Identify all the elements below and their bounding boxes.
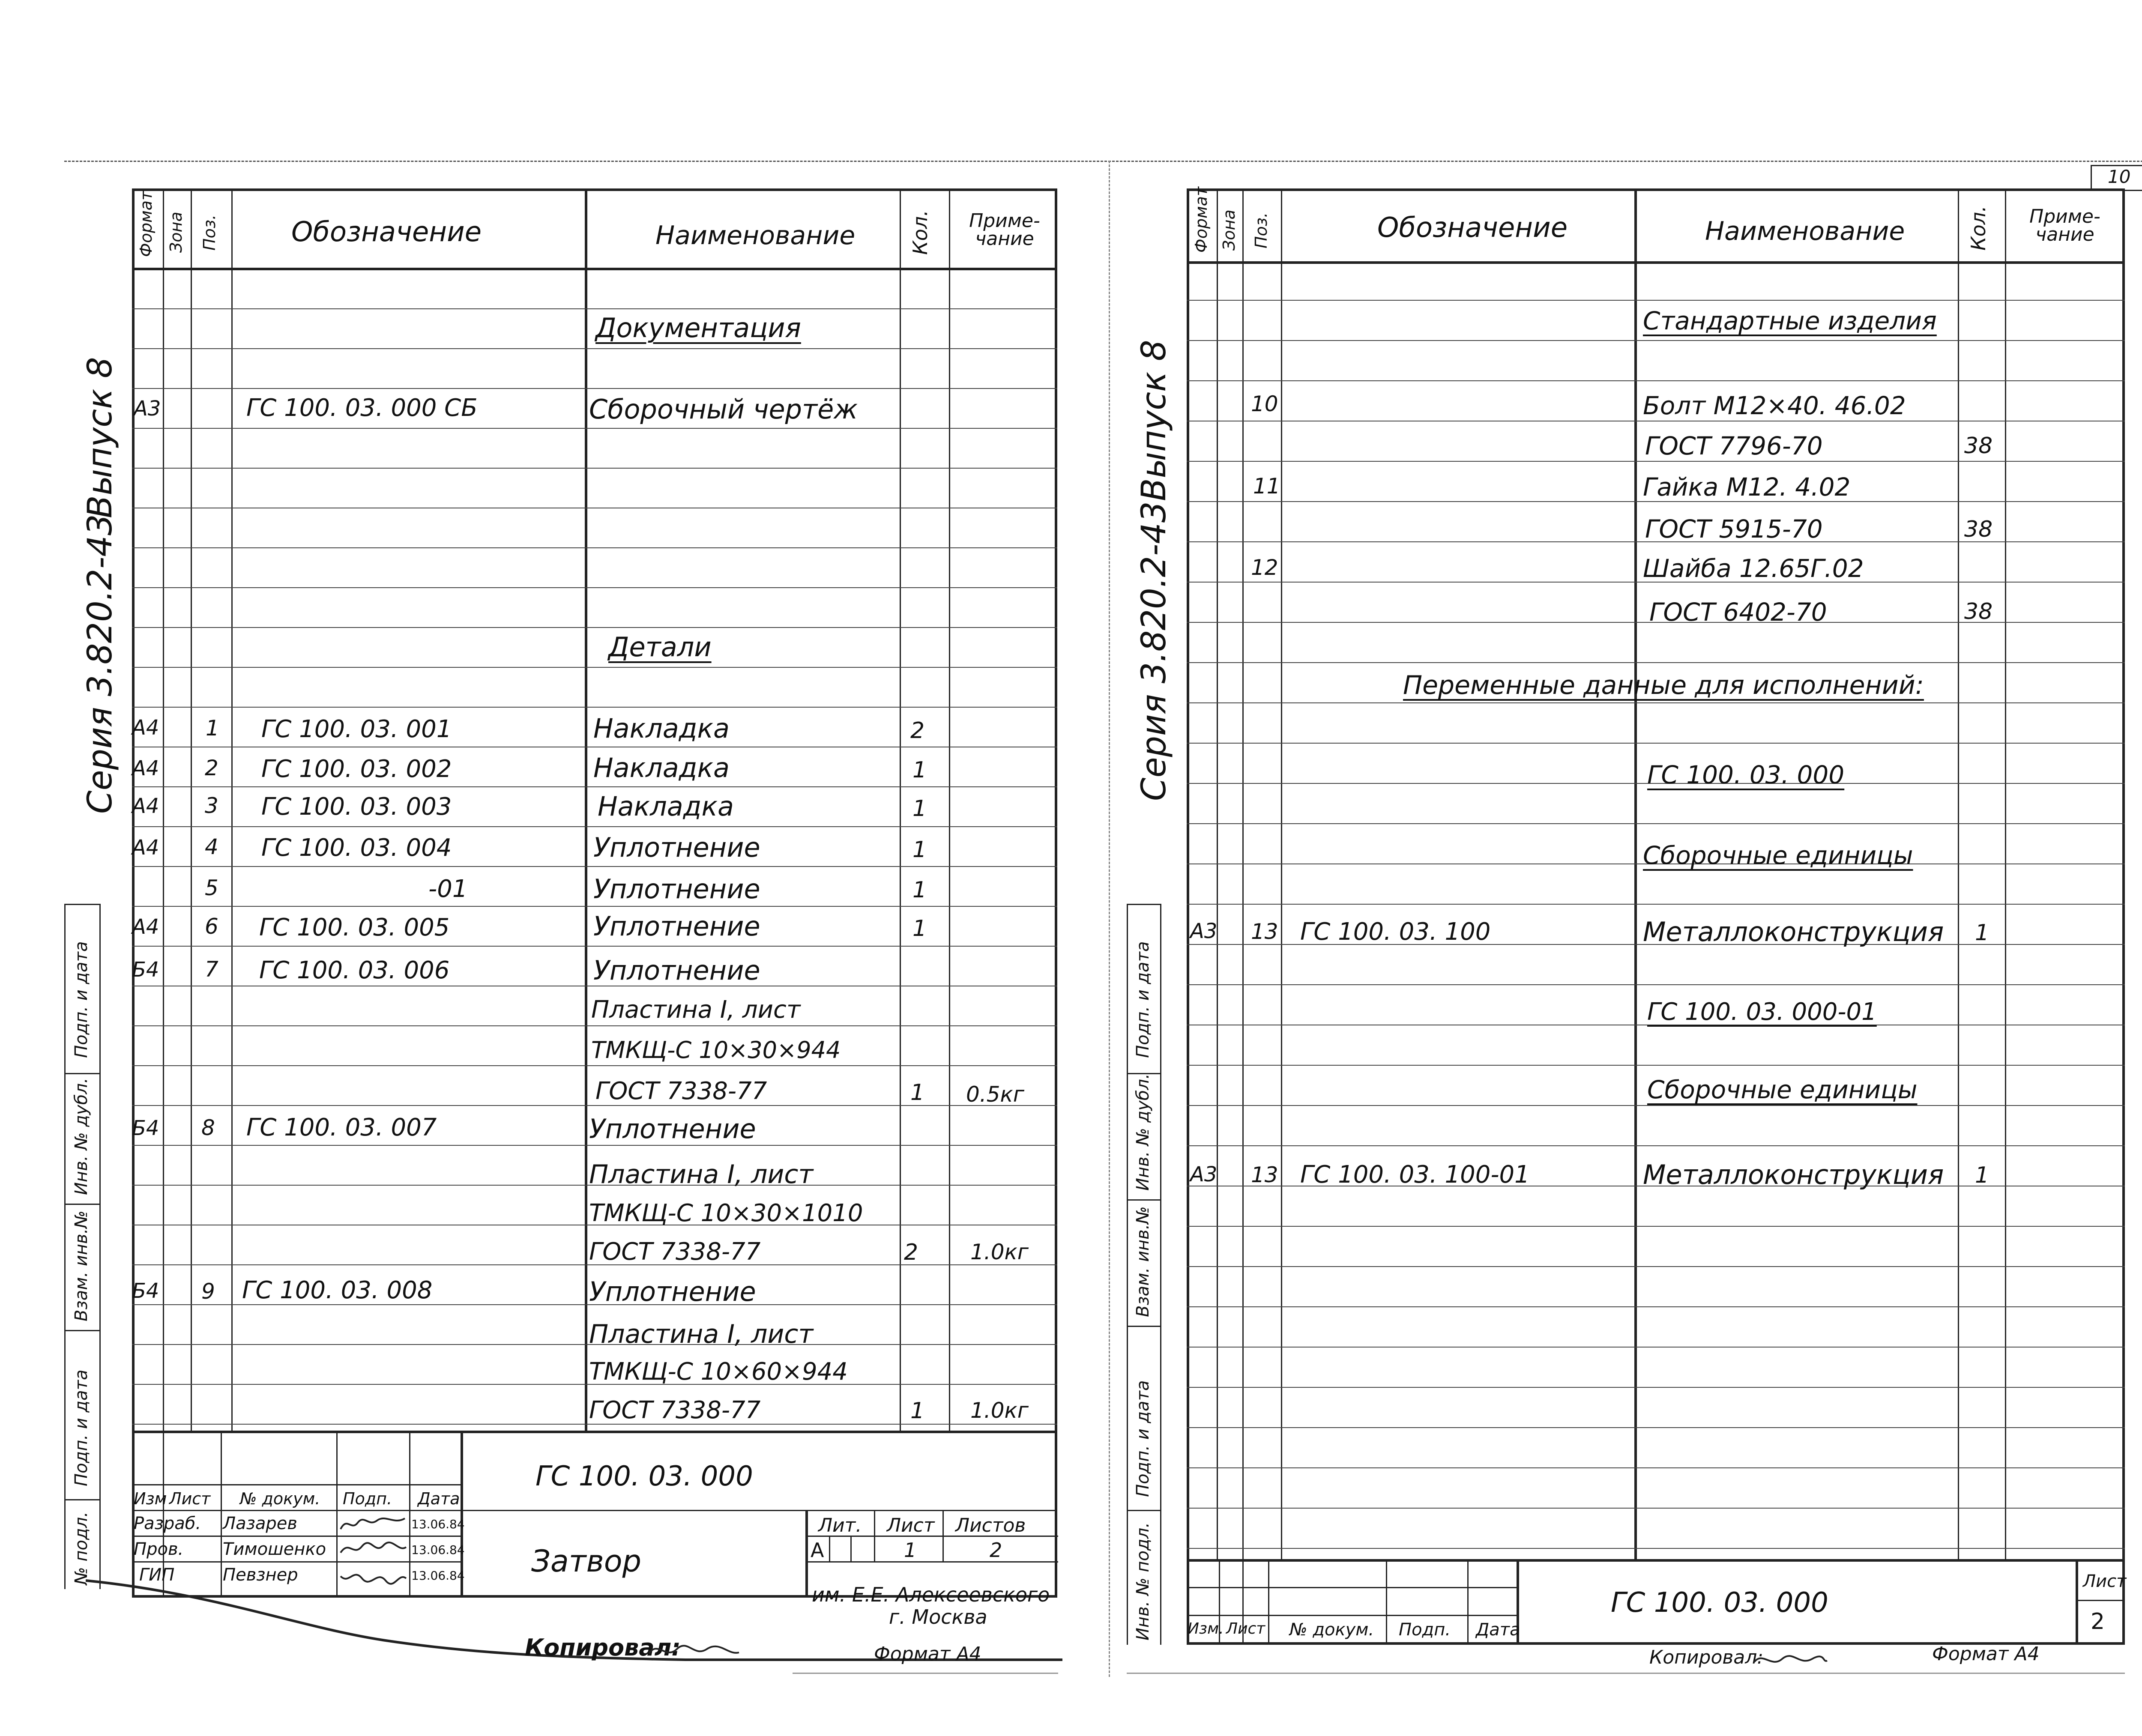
sheet-separator (1109, 161, 1110, 1677)
row-rule (132, 866, 1057, 867)
row-rule (1187, 1065, 2125, 1066)
sheet2-r6-name: ГОСТ 6402-70 (1649, 598, 1827, 627)
row-rule (1187, 743, 2125, 744)
row-rule (132, 428, 1057, 429)
sheet1-r17-des: ГС 100. 03. 008 (242, 1276, 433, 1304)
sheet2-r12-fmt: А3 (1190, 1162, 1218, 1186)
sheet1-r3-qty: 2 (910, 718, 925, 744)
sheet1-r9-des: ГС 100. 03. 006 (259, 956, 450, 984)
sheet1-r3-des: ГС 100. 03. 001 (261, 715, 452, 743)
sheet1-stamp-replace-inv: Взам. инв.№ (72, 1210, 91, 1321)
sheet1-header-pos: Поз. (200, 214, 219, 251)
sheet2-ch-date: Дата (1476, 1620, 1520, 1640)
sheet1-r18-name: Пластина I, лист (589, 1319, 814, 1349)
sheet1-r9-fmt: Б4 (132, 958, 159, 982)
sheet1-r20-name: ГОСТ 7338-77 (589, 1396, 761, 1424)
sheet1-date-2: 13.06.84 (411, 1569, 465, 1583)
sheet1-name-0: Лазарев (223, 1514, 297, 1533)
sheet1-r17-name: Уплотнение (589, 1276, 756, 1307)
sheet1-r1-des: ГС 100. 03. 000 СБ (246, 394, 478, 422)
sheet1-header-format: Формат (137, 191, 156, 257)
sheet1-r11-name: ТМКЩ-С 10×30×944 (591, 1037, 841, 1064)
sheet1-stamp-dup-inv: Инв. № дубл. (72, 1078, 91, 1195)
sheet2-variant-0: ГС 100. 03. 000 (1647, 760, 1845, 789)
sheet2-format: Формат А4 (1932, 1643, 2040, 1665)
sheet2-r5-name: Шайба 12.65Г.02 (1643, 554, 1864, 583)
sheet1-header-name: Наименование (655, 221, 856, 251)
sheet1-r12-note: 0.5кг (966, 1082, 1024, 1107)
sheet2-r4-qty: 38 (1964, 517, 1993, 542)
signature-prov (338, 1538, 407, 1561)
row-rule (1187, 1347, 2125, 1348)
sheet1-r9-name: Уплотнение (593, 955, 760, 986)
sheet1-r4-qty: 1 (912, 757, 927, 783)
sheet1-r20-qty: 1 (910, 1398, 925, 1424)
row-rule (1187, 702, 2125, 703)
sheet1-r5-name: Накладка (598, 791, 734, 822)
sheet1-r6-des: ГС 100. 03. 004 (261, 834, 452, 862)
row-rule (1187, 1266, 2125, 1267)
sheet1-stamp-sign-date-2: Подп. и дата (72, 1369, 91, 1486)
sheet1-r12-name: ГОСТ 7338-77 (595, 1077, 767, 1105)
sheet1-r1-name: Сборочный чертёж (589, 394, 858, 425)
sheet1-r4-fmt: А4 (132, 756, 159, 780)
sheet1-sheet-value: 1 (904, 1539, 917, 1562)
sheet1-r5-qty: 1 (912, 796, 927, 822)
sheet1-r6-fmt: А4 (132, 836, 159, 860)
sheet2-stamp-orig-inv: Инв. № подл. (1133, 1522, 1153, 1640)
sheet2-r12-qty: 1 (1975, 1162, 1989, 1188)
sheet1-copied: Копировал: (525, 1634, 681, 1661)
sheet1-section-parts: Детали (608, 631, 712, 663)
sheet1-ch-sign: Подп. (343, 1489, 392, 1508)
sheet1-r6-qty: 1 (912, 837, 927, 863)
sheet1-r8-des: ГС 100. 03. 005 (259, 914, 450, 941)
sheet1-r6-pos: 4 (205, 834, 218, 859)
row-rule (132, 906, 1057, 907)
sheet1-r13-pos: 8 (201, 1115, 215, 1140)
row-rule (1187, 1508, 2125, 1509)
sheet1-lit-label: Лит. (818, 1515, 862, 1536)
sheet1-r8-fmt: А4 (132, 915, 159, 939)
sheet1-header-qty: Кол. (909, 210, 932, 255)
sheet1-section-docs: Документация (595, 312, 801, 344)
sheet2-ch-doc: № докум. (1289, 1620, 1374, 1640)
sheet1-name-1: Тимошенко (223, 1539, 326, 1559)
sheet2-r9-qty: 1 (1975, 920, 1989, 946)
row-rule (132, 1025, 1057, 1026)
row-rule (132, 786, 1057, 787)
sheet2-r12-des: ГС 100. 03. 100-01 (1300, 1161, 1530, 1189)
sheet1-ch-list: Лист (169, 1489, 211, 1508)
sheet2-series-label: Серия 3.820.2-43 (1135, 501, 1173, 801)
row-rule (1187, 1145, 2125, 1146)
sheet2-r9-pos: 13 (1251, 919, 1278, 944)
sheet1-date-1: 13.06.84 (411, 1543, 465, 1557)
signature-razrab (338, 1512, 407, 1536)
row-rule (132, 667, 1057, 668)
row-rule (1187, 1105, 2125, 1106)
sheet1-header-note: Приме- чание (969, 210, 1040, 250)
sheet1-title-code: ГС 100. 03. 000 (536, 1461, 753, 1492)
sheet1-sheets-label: Листов (955, 1515, 1026, 1536)
row-rule (132, 707, 1057, 708)
sheet1-r4-pos: 2 (205, 756, 218, 780)
sheet2-stamp-sign-date-2: Подп. и дата (1133, 1380, 1153, 1497)
signature-copied-1 (647, 1636, 741, 1666)
sheet2-r2-qty: 38 (1964, 433, 1993, 459)
sheet2-section-standard: Стандартные изделия (1643, 306, 1937, 335)
sheet2-header-pos: Поз. (1252, 212, 1271, 248)
row-rule (1187, 1548, 2125, 1549)
sheet1-r7-des: -01 (428, 875, 468, 903)
sheet1-org-line1: им. Е.Е. Алексеевского (812, 1583, 1050, 1606)
sheet2-stamp-replace-inv: Взам. инв.№ (1133, 1206, 1153, 1317)
sheet2-r3-pos: 11 (1253, 474, 1280, 499)
row-rule (132, 1065, 1057, 1066)
sheet2-r3-name: Гайка М12. 4.02 (1643, 472, 1851, 502)
sheet1-r14-name: Пластина I, лист (589, 1159, 814, 1189)
sheet1-r6-name: Уплотнение (593, 832, 760, 863)
sheet1-ch-date: Дата (418, 1489, 460, 1508)
sheet2-header-zone: Зона (1220, 209, 1239, 251)
row-rule (132, 468, 1057, 469)
sheet1-r4-des: ГС 100. 03. 002 (261, 755, 452, 783)
row-rule (132, 348, 1057, 349)
sheet2-header-designation: Обозначение (1377, 212, 1568, 244)
sheet2-header-name: Наименование (1705, 216, 1905, 246)
row-rule (132, 308, 1057, 309)
row-rule (1187, 984, 2125, 985)
sheet1-name-2: Певзнер (223, 1565, 298, 1585)
sheet2-ch-izm: Изм. (1188, 1620, 1224, 1637)
sheet1-stamp-sign-date-1: Подп. и дата (72, 941, 91, 1058)
sheet2-variant-1: ГС 100. 03. 000-01 (1647, 998, 1877, 1026)
signature-copied-2 (1752, 1647, 1829, 1670)
sheet1-r13-name: Уплотнение (589, 1113, 756, 1144)
sheet1-header-zone: Зона (167, 212, 185, 253)
sheet1-r7-qty: 1 (912, 877, 927, 903)
row-rule (1187, 340, 2125, 341)
sheet1-r16-name: ГОСТ 7338-77 (589, 1238, 761, 1266)
sheet2-issue-label: Выпуск 8 (1135, 340, 1173, 501)
row-rule (1187, 1467, 2125, 1468)
sheet2-r9-fmt: А3 (1190, 919, 1218, 943)
sheet2-r5-pos: 12 (1251, 555, 1278, 580)
sheet1-r8-name: Уплотнение (593, 911, 760, 942)
row-rule (1187, 904, 2125, 905)
sheet1-sheet-label: Лист (887, 1515, 935, 1536)
sheet1-format: Формат А4 (874, 1643, 981, 1665)
sheet2-header-qty: Кол. (1967, 206, 1990, 251)
sheet1-r16-note: 1.0кг (970, 1240, 1029, 1264)
sheet1-r5-pos: 3 (205, 793, 218, 818)
row-rule (1187, 300, 2125, 301)
sheet2-stamp-dup-inv: Инв. № дубл. (1133, 1073, 1153, 1191)
sheet2-stamp-sign-date-1: Подп. и дата (1133, 941, 1153, 1058)
row-rule (132, 587, 1057, 588)
row-rule (1187, 461, 2125, 462)
sheet2-sheet-label: Лист (2083, 1572, 2127, 1591)
sheet1-role-1: Пров. (134, 1539, 184, 1559)
row-rule (1187, 380, 2125, 381)
sheet1-header-designation: Обозначение (291, 216, 482, 248)
sheet2-r9-des: ГС 100. 03. 100 (1300, 918, 1491, 946)
sheet1-date-0: 13.06.84 (411, 1517, 465, 1531)
sheet1-r20-note: 1.0кг (970, 1398, 1029, 1423)
sheet2-section-assembly-0: Сборочные единицы (1643, 841, 1913, 870)
sheet1-lit-value: А (811, 1539, 824, 1562)
sheet2-r1-name: Болт М12×40. 46.02 (1643, 391, 1906, 420)
sheet2-copied: Копировал: (1649, 1646, 1764, 1668)
sheet2-r12-pos: 13 (1251, 1162, 1278, 1187)
sheet1-r10-name: Пластина I, лист (591, 996, 801, 1024)
sheet2-sheet-value: 2 (2091, 1609, 2105, 1634)
sheet2-header-note: Приме- чание (2029, 206, 2100, 245)
sheet1-r17-pos: 9 (201, 1279, 215, 1304)
sheet1-r3-pos: 1 (206, 716, 219, 741)
sheet1-title-name: Затвор (531, 1544, 642, 1579)
sheet1-r5-des: ГС 100. 03. 003 (261, 793, 452, 821)
sheet2-r6-qty: 38 (1964, 599, 1993, 624)
row-rule (132, 946, 1057, 947)
sheet1-sheets-value: 2 (990, 1539, 1002, 1562)
sheet1-issue-label: Выпуск 8 (81, 357, 120, 518)
sheet1-r3-name: Накладка (593, 713, 730, 744)
sheet1-ch-doc: № докум. (240, 1489, 320, 1508)
sheet1-r13-fmt: Б4 (132, 1116, 159, 1140)
sheet2-header-format: Формат (1192, 186, 1211, 253)
row-rule (1187, 1226, 2125, 1227)
row-rule (132, 1145, 1057, 1146)
page-number: 10 (2108, 166, 2131, 187)
sheet2-r2-name: ГОСТ 7796-70 (1645, 431, 1823, 460)
row-rule (1187, 1427, 2125, 1428)
row-rule (132, 826, 1057, 827)
sheet1-series-label: Серия 3.820.2-43 (81, 514, 120, 814)
sheet2-r9-name: Металлоконструкция (1643, 916, 1944, 947)
sheet1-r8-qty: 1 (912, 916, 927, 941)
sheet1-r7-pos: 5 (205, 875, 218, 900)
sheet1-r19-name: ТМКЩ-С 10×60×944 (589, 1358, 848, 1386)
row-rule (1187, 1387, 2125, 1388)
sheet1-r3-fmt: А4 (132, 716, 159, 740)
sheet1-r13-des: ГС 100. 03. 007 (246, 1114, 437, 1141)
row-rule (132, 627, 1057, 628)
sheet1-r4-name: Накладка (593, 752, 730, 783)
trim-line-top (64, 161, 2142, 162)
sheet2-r4-name: ГОСТ 5915-70 (1645, 514, 1823, 544)
sheet2-r12-name: Металлоконструкция (1643, 1159, 1944, 1190)
sheet2-ch-list: Лист (1226, 1620, 1265, 1637)
sheet1-r12-qty: 1 (910, 1080, 925, 1106)
sheet2-ch-sign: Подп. (1399, 1620, 1451, 1640)
row-rule (1187, 1306, 2125, 1307)
row-rule (132, 547, 1057, 548)
row-rule (132, 388, 1057, 389)
sheet1-role-2: ГИП (139, 1565, 175, 1585)
sheet1-r16-qty: 2 (904, 1240, 918, 1265)
row-rule (1187, 823, 2125, 824)
sheet1-r5-fmt: А4 (132, 794, 159, 818)
sheet1-r1-fmt: А3 (134, 397, 161, 421)
sheet2-section-assembly-1: Сборочные единицы (1647, 1075, 1918, 1104)
sheet1-r17-fmt: Б4 (132, 1279, 159, 1303)
row-rule (1187, 662, 2125, 663)
sheet2-r1-pos: 10 (1251, 391, 1278, 416)
sheet1-r8-pos: 6 (205, 914, 218, 939)
sheet1-org-line2: г. Москва (889, 1605, 987, 1628)
sheet1-ch-izm: Изм (134, 1489, 167, 1508)
sheet1-r9-pos: 7 (205, 957, 218, 982)
sheet2-variable-data: Переменные данные для исполнений: (1403, 670, 1924, 700)
sheet1-r7-name: Уплотнение (593, 873, 760, 905)
sheet1-stamp-orig-inv: № подл. (72, 1512, 91, 1585)
sheet1-role-0: Разраб. (134, 1514, 201, 1533)
sheet2-title-code: ГС 100. 03. 000 (1611, 1587, 1828, 1619)
sheet1-r15-name: ТМКЩ-С 10×30×1010 (589, 1199, 863, 1227)
